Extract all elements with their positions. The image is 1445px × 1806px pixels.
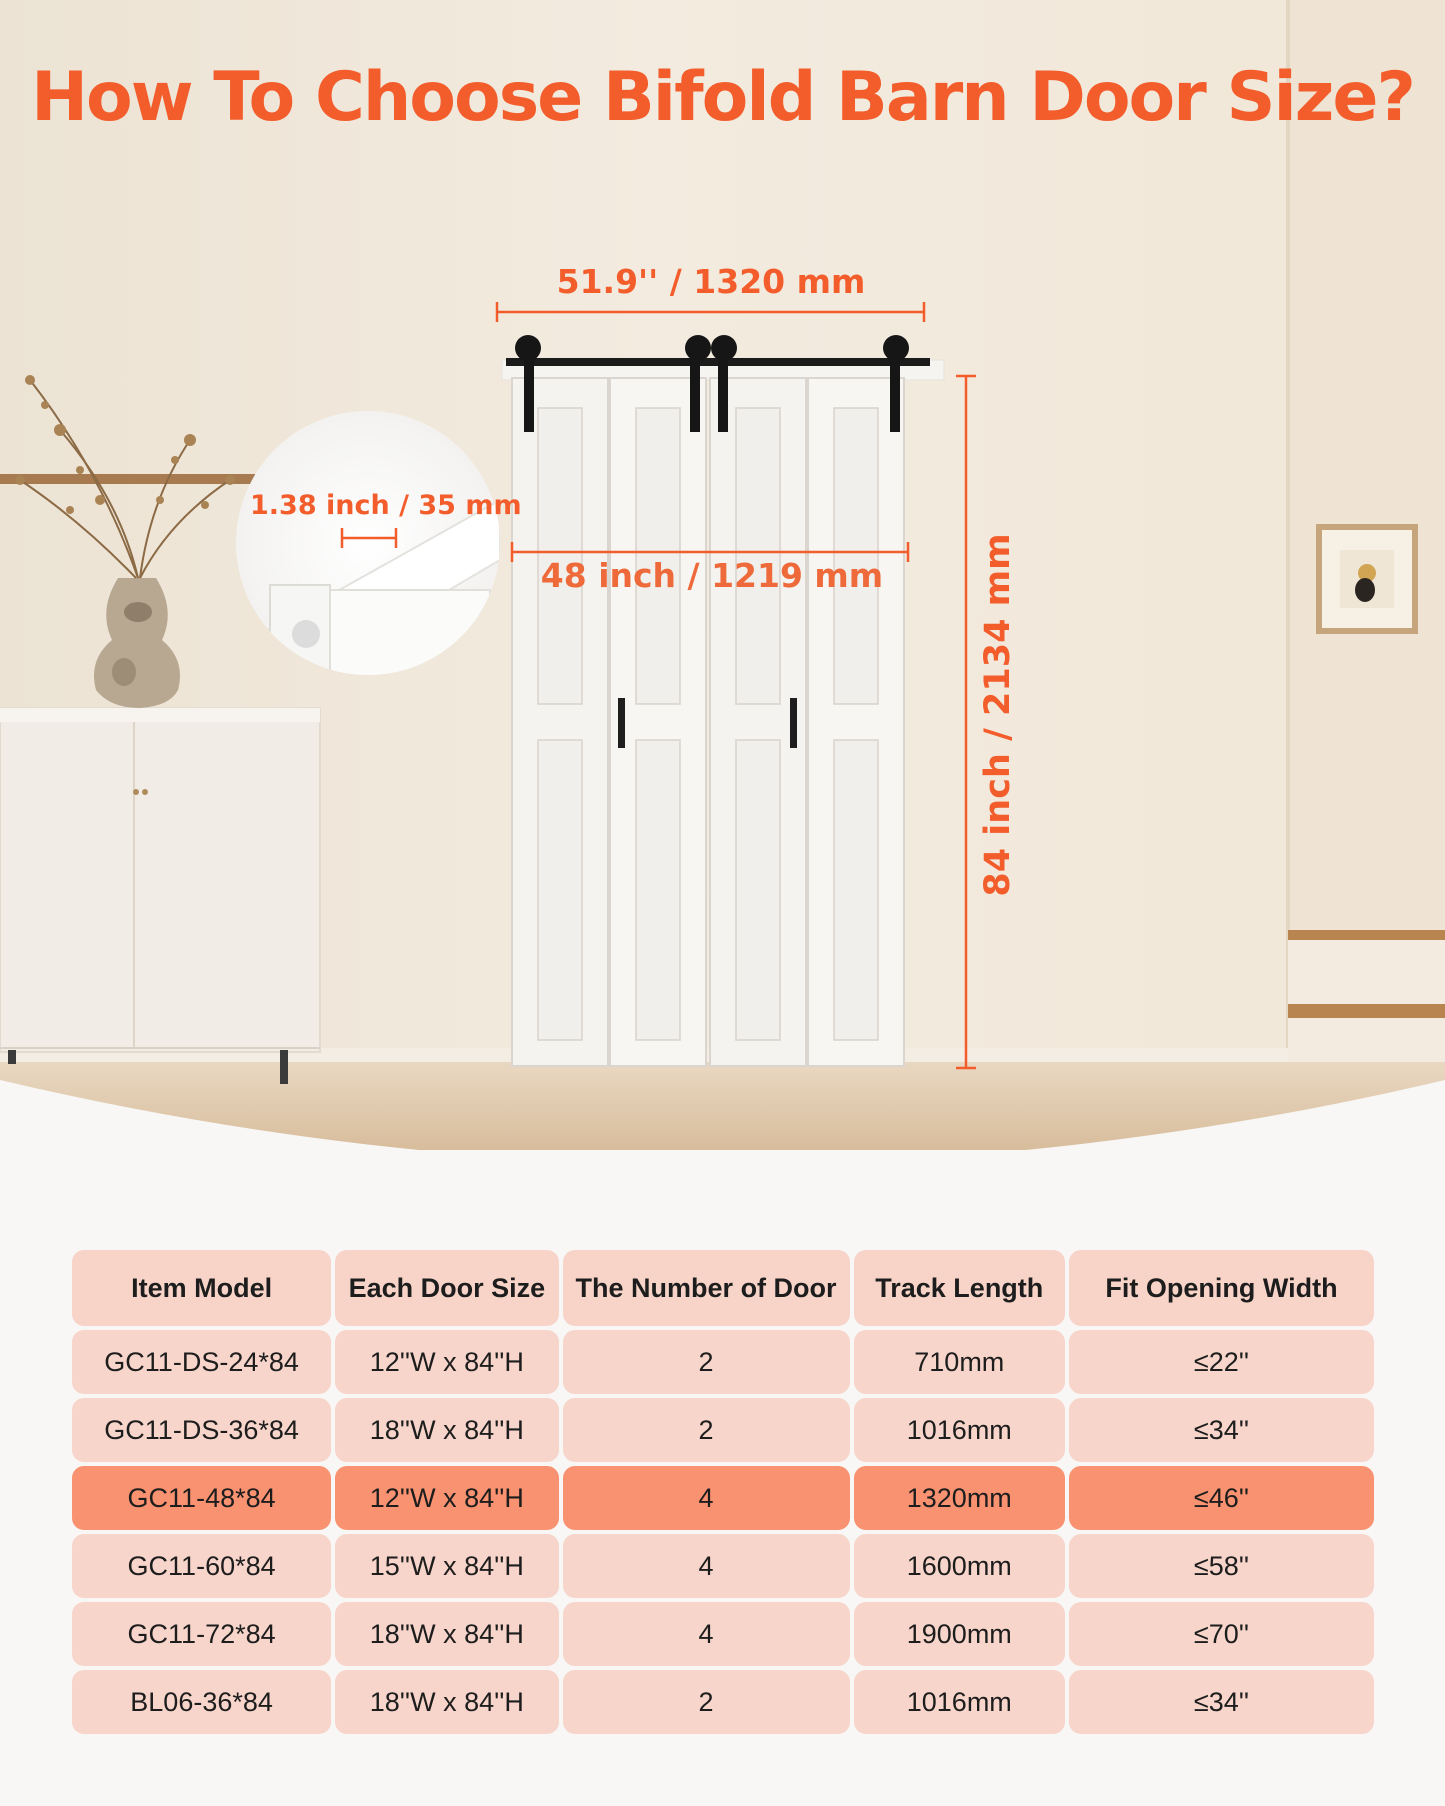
item-model-cell: GC11-48*84	[72, 1466, 331, 1530]
fit-width-cell: ≤58''	[1069, 1534, 1374, 1598]
door-count-cell: 2	[563, 1330, 850, 1394]
header-door-size: Each Door Size	[335, 1250, 558, 1326]
door-count-cell: 2	[563, 1398, 850, 1462]
table-row	[72, 1602, 1374, 1666]
fit-width-cell: ≤70''	[1069, 1602, 1374, 1666]
table-header-row	[72, 1250, 1374, 1326]
table-row	[72, 1466, 1374, 1530]
header-fit-width: Fit Opening Width	[1069, 1250, 1374, 1326]
door-count-cell: 4	[563, 1534, 850, 1598]
door-size-cell: 12''W x 84''H	[335, 1466, 558, 1530]
table-row	[72, 1398, 1374, 1462]
item-model-cell: BL06-36*84	[72, 1670, 331, 1734]
item-model-cell: GC11-DS-24*84	[72, 1330, 331, 1394]
track-width-label: 51.9'' / 1320 mm	[556, 262, 866, 301]
header-door-count: The Number of Door	[563, 1250, 850, 1326]
door-count-cell: 2	[563, 1670, 850, 1734]
track-length-cell: 710mm	[854, 1330, 1065, 1394]
track-length-cell: 1320mm	[854, 1466, 1065, 1530]
height-label: 84 inch / 2134 mm	[978, 533, 1018, 897]
item-model-cell: GC11-60*84	[72, 1534, 331, 1598]
fit-width-cell: ≤22''	[1069, 1330, 1374, 1394]
door-size-cell: 12''W x 84''H	[335, 1330, 558, 1394]
track-length-cell: 1016mm	[854, 1670, 1065, 1734]
door-width-label: 48 inch / 1219 mm	[540, 556, 884, 595]
door-size-cell: 18''W x 84''H	[335, 1670, 558, 1734]
size-table	[72, 1250, 1374, 1738]
item-model-cell: GC11-72*84	[72, 1602, 331, 1666]
door-count-cell: 4	[563, 1466, 850, 1530]
door-size-cell: 18''W x 84''H	[335, 1602, 558, 1666]
header-item-model: Item Model	[72, 1250, 331, 1326]
header-track-length: Track Length	[854, 1250, 1065, 1326]
item-model-cell: GC11-DS-36*84	[72, 1398, 331, 1462]
door-count-cell: 4	[563, 1602, 850, 1666]
thickness-label: 1.38 inch / 35 mm	[250, 490, 522, 521]
track-length-cell: 1900mm	[854, 1602, 1065, 1666]
fit-width-cell: ≤34''	[1069, 1398, 1374, 1462]
door-size-cell: 15''W x 84''H	[335, 1534, 558, 1598]
page-title: How To Choose Bifold Barn Door Size?	[31, 58, 1414, 137]
door-size-cell: 18''W x 84''H	[335, 1398, 558, 1462]
table-row	[72, 1534, 1374, 1598]
table-row	[72, 1670, 1374, 1734]
track-length-cell: 1016mm	[854, 1398, 1065, 1462]
fit-width-cell: ≤34''	[1069, 1670, 1374, 1734]
track-length-cell: 1600mm	[854, 1534, 1065, 1598]
fit-width-cell: ≤46''	[1069, 1466, 1374, 1530]
table-row	[72, 1330, 1374, 1394]
